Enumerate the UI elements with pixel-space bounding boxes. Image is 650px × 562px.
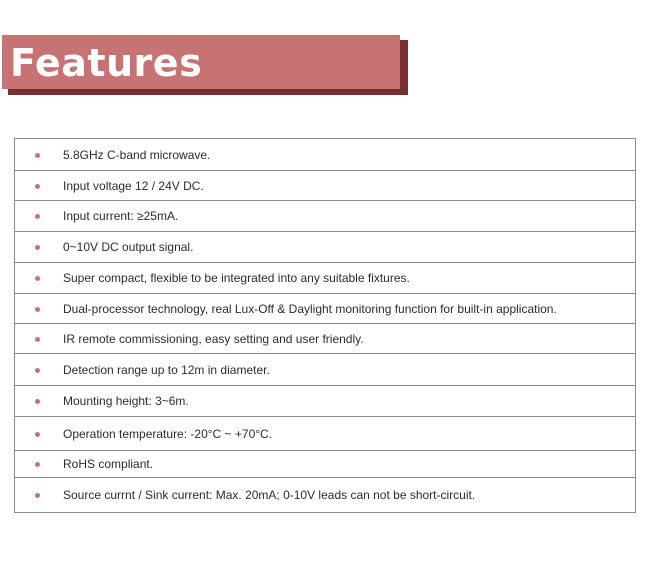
table-row xyxy=(15,201,636,232)
feature-text: RoHS compliant. xyxy=(63,457,154,471)
table-row xyxy=(15,232,636,263)
bullet-icon xyxy=(35,276,40,281)
feature-text: Input current: ≥25mA. xyxy=(63,209,179,223)
feature-text: IR remote commissioning, easy setting and user friendly. xyxy=(63,331,364,346)
feature-text: Super compact, flexible to be integrated into any suitable fixtures. xyxy=(63,271,410,285)
feature-text: 5.8GHz C-band microwave. xyxy=(63,147,211,162)
bullet-icon xyxy=(35,214,40,219)
bullet-icon xyxy=(35,462,40,467)
bullet-icon xyxy=(35,432,40,437)
table-row xyxy=(15,263,636,294)
features-table xyxy=(14,138,636,513)
feature-text: Input voltage 12 / 24V DC. xyxy=(63,178,204,193)
bullet-icon xyxy=(35,493,40,498)
bullet-icon xyxy=(35,153,40,158)
feature-text: Mounting height: 3~6m. xyxy=(63,394,189,408)
table-row xyxy=(15,294,636,324)
feature-text: 0~10V DC output signal. xyxy=(63,240,194,254)
table-row xyxy=(15,171,636,201)
bullet-icon xyxy=(35,184,40,189)
table-row xyxy=(15,478,636,513)
bullet-icon xyxy=(35,368,40,373)
feature-text: Operation temperature: -20°C ~ +70°C. xyxy=(63,426,273,441)
bullet-icon xyxy=(35,399,40,404)
table-row xyxy=(15,324,636,354)
table-row xyxy=(15,139,636,171)
page-title: Features xyxy=(10,41,203,85)
bullet-icon xyxy=(35,307,40,312)
table-row xyxy=(15,354,636,386)
feature-text: Source currnt / Sink current: Max. 20mA; 0-10V leads can not be short-circuit. xyxy=(63,488,476,502)
bullet-icon xyxy=(35,337,40,342)
table-row xyxy=(15,417,636,451)
bullet-icon xyxy=(35,245,40,250)
feature-text: Dual-processor technology, real Lux-Off & Daylight monitoring function for built-in application. xyxy=(63,301,557,316)
feature-text: Detection range up to 12m in diameter. xyxy=(63,362,270,377)
table-row xyxy=(15,451,636,478)
table-row xyxy=(15,386,636,417)
